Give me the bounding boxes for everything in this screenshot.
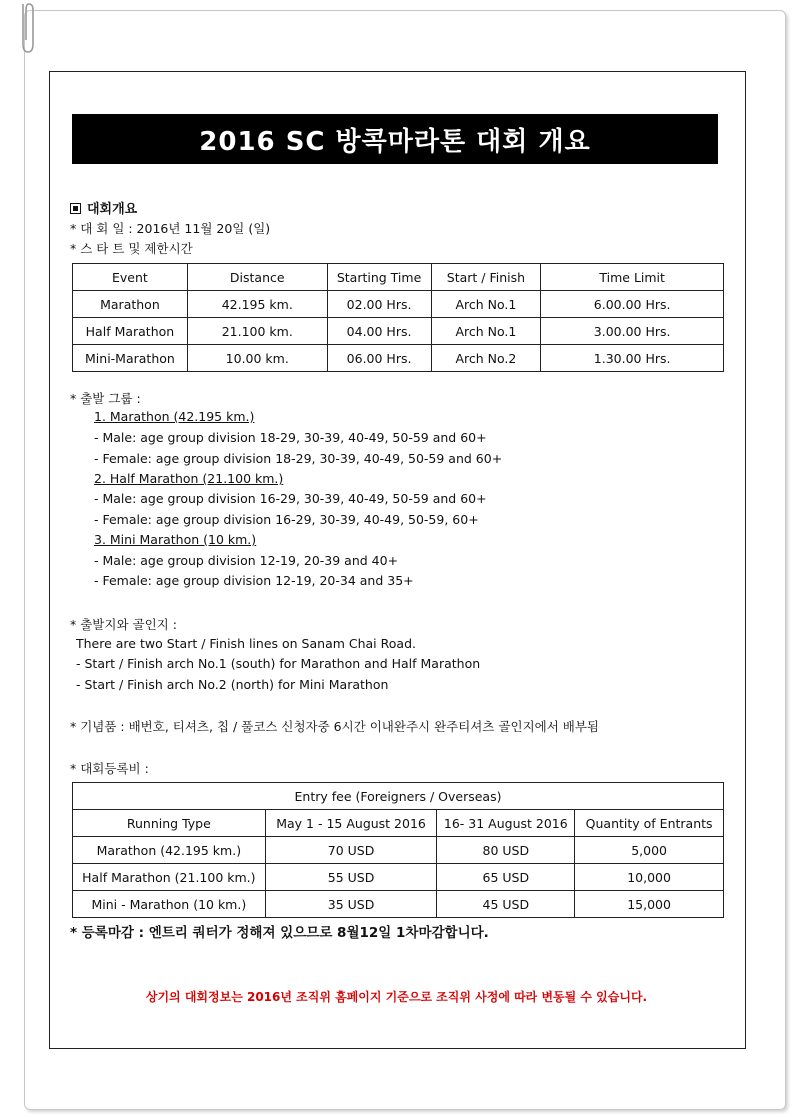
table-cell: 10,000	[575, 864, 724, 891]
table-cell: 5,000	[575, 837, 724, 864]
group-female: - Female: age group division 18-29, 30-39, 40-49, 50-59 and 60+	[94, 451, 503, 466]
table-cell: Arch No.2	[431, 345, 541, 372]
header-cell: Running Type	[73, 810, 266, 837]
table-cell: Mini - Marathon (10 km.)	[73, 891, 266, 918]
table-cell: Arch No.1	[431, 291, 541, 318]
header-cell: Quantity of Entrants	[575, 810, 724, 837]
table-cell: Marathon (42.195 km.)	[73, 837, 266, 864]
header-cell: Time Limit	[541, 264, 724, 291]
group-male: - Male: age group division 16-29, 30-39, 40-49, 50-59 and 60+	[94, 491, 487, 506]
table-cell: 1.30.00 Hrs.	[541, 345, 724, 372]
fee-heading: * 대회등록비 :	[70, 761, 149, 776]
table-row	[73, 837, 724, 864]
table-cell: Half Marathon (21.100 km.)	[73, 864, 266, 891]
schedule-table	[72, 263, 724, 372]
fee-caption: Entry fee (Foreigners / Overseas)	[73, 783, 724, 810]
table-caption-row	[73, 783, 724, 810]
table-cell: 42.195 km.	[187, 291, 327, 318]
page-title: 2016 SC 방콕마라톤 대회 개요	[72, 114, 718, 164]
table-row	[73, 864, 724, 891]
event-date: * 대 회 일 : 2016년 11월 20일 (일)	[70, 221, 271, 236]
table-cell: 45 USD	[437, 891, 575, 918]
table-cell: 15,000	[575, 891, 724, 918]
table-cell: 65 USD	[437, 864, 575, 891]
start-time-heading: * 스 타 트 및 제한시간	[70, 241, 193, 256]
header-cell: May 1 - 15 August 2016	[265, 810, 437, 837]
header-cell: Start / Finish	[431, 264, 541, 291]
overview-heading-text: 대회개요	[87, 202, 138, 217]
group-male: - Male: age group division 18-29, 30-39, 40-49, 50-59 and 60+	[94, 430, 487, 445]
table-cell: Half Marathon	[73, 318, 188, 345]
table-row	[73, 345, 724, 372]
table-header-row	[73, 810, 724, 837]
group-title: 1. Marathon (42.195 km.)	[94, 409, 255, 424]
groups-heading: * 출발 그룹 :	[70, 391, 141, 406]
table-row	[73, 291, 724, 318]
group-female: - Female: age group division 12-19, 20-34 and 35+	[94, 573, 414, 588]
overview-heading	[70, 198, 137, 217]
table-cell: 3.00.00 Hrs.	[541, 318, 724, 345]
table-cell: Mini-Marathon	[73, 345, 188, 372]
header-cell: Distance	[187, 264, 327, 291]
start-finish-intro: There are two Start / Finish lines on Sanam Chai Road.	[76, 636, 416, 651]
souvenir-info: * 기념품 : 배번호, 티셔츠, 칩 / 풀코스 신청자중 6시간 이내완주시 완주티셔츠 골인지에서 배부됨	[70, 719, 600, 734]
header-cell: 16- 31 August 2016	[437, 810, 575, 837]
table-cell: 6.00.00 Hrs.	[541, 291, 724, 318]
table-cell: 80 USD	[437, 837, 575, 864]
table-cell: Marathon	[73, 291, 188, 318]
table-cell: 70 USD	[265, 837, 437, 864]
header-cell: Starting Time	[327, 264, 431, 291]
group-male: - Male: age group division 12-19, 20-39 and 40+	[94, 553, 399, 568]
paperclip-icon	[16, 0, 36, 56]
group-female: - Female: age group division 16-29, 30-39, 40-49, 50-59, 60+	[94, 512, 479, 527]
disclaimer-notice: 상기의 대회정보는 2016년 조직위 홈페이지 기준으로 조직위 사정에 따라 변동될 수 있습니다.	[145, 990, 648, 1004]
table-header-row	[73, 264, 724, 291]
table-cell: 55 USD	[265, 864, 437, 891]
start-finish-line: - Start / Finish arch No.2 (north) for Mini Marathon	[76, 677, 389, 692]
entry-fee-table	[72, 782, 724, 918]
table-row	[73, 318, 724, 345]
table-cell: 21.100 km.	[187, 318, 327, 345]
group-title: 3. Mini Marathon (10 km.)	[94, 532, 257, 547]
table-cell: 06.00 Hrs.	[327, 345, 431, 372]
group-title: 2. Half Marathon (21.100 km.)	[94, 471, 284, 486]
table-cell: 10.00 km.	[187, 345, 327, 372]
table-cell: 04.00 Hrs.	[327, 318, 431, 345]
table-cell: 35 USD	[265, 891, 437, 918]
table-row	[73, 891, 724, 918]
header-cell: Event	[73, 264, 188, 291]
registration-deadline: * 등록마감 : 엔트리 쿼터가 정해져 있으므로 8월12일 1차마감합니다.	[70, 925, 489, 941]
start-finish-heading: * 출발지와 골인지 :	[70, 617, 177, 632]
square-bullet-icon	[70, 203, 81, 214]
start-finish-line: - Start / Finish arch No.1 (south) for Marathon and Half Marathon	[76, 656, 481, 671]
table-cell: Arch No.1	[431, 318, 541, 345]
table-cell: 02.00 Hrs.	[327, 291, 431, 318]
